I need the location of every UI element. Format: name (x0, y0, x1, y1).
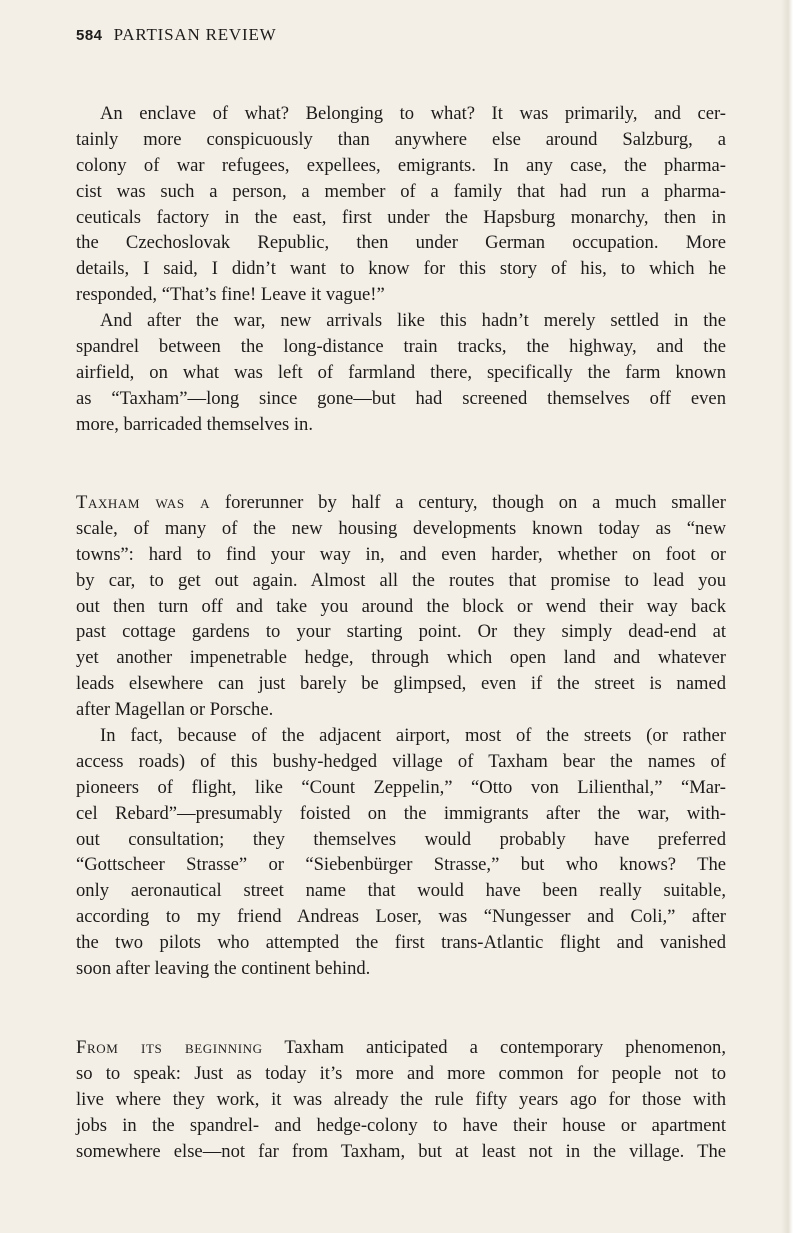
text-line: the two pilots who attempted the first trans-Atlantic flight and vanished (76, 932, 726, 954)
text-line: details, I said, I didn’t want to know for this story of his, to which he (76, 258, 726, 280)
text-line: access roads) of this bushy-hedged village of Taxham bear the names of (76, 750, 726, 772)
section-lead-in: From its beginning (76, 1037, 263, 1058)
text-line: out then turn off and take you around the block or wend their way back (76, 595, 726, 617)
text-line: past cottage gardens to your starting point. Or they simply dead-end at (76, 621, 726, 643)
text-line: towns”: hard to find your way in, and even harder, whether on foot or (76, 543, 726, 565)
text-line: somewhere else—not far from Taxham, but at least not in the village. The (76, 1140, 726, 1162)
text-line: An enclave of what? Belonging to what? It was primarily, and cer- (100, 103, 726, 124)
text-line: the Czechoslovak Republic, then under German occupation. More (76, 232, 726, 254)
text-line-rest: Taxham anticipated a contemporary phenomenon, (262, 1037, 726, 1058)
paragraph (76, 308, 726, 437)
text-line: more, barricaded themselves in. (76, 413, 313, 435)
journal-title: PARTISAN REVIEW (113, 25, 277, 44)
section-3 (76, 1035, 726, 1164)
text-line-rest: forerunner by half a century, though on a much smaller (210, 492, 726, 513)
text-line: so to speak: Just as today it’s more and more common for people not to (76, 1062, 726, 1084)
section-lead-in: Taxham was a (76, 492, 211, 513)
text-line: by car, to get out again. Almost all the routes that promise to lead you (76, 569, 726, 591)
text-line: “Gottscheer Strasse” or “Siebenbürger Strasse,” but who knows? The (76, 854, 726, 876)
text-line: airfield, on what was left of farmland there, specifically the farm known (76, 361, 726, 383)
text-line: soon after leaving the continent behind. (76, 958, 371, 980)
paragraph (76, 723, 726, 982)
text-line: And after the war, new arrivals like this hadn’t merely settled in the (100, 310, 726, 332)
text-line: ceuticals factory in the east, first under the Hapsburg monarchy, then in (76, 206, 726, 228)
running-head (76, 25, 276, 45)
text-line: out consultation; they themselves would probably have preferred (76, 828, 726, 850)
text-line: scale, of many of the new housing developments known today as “new (76, 517, 726, 539)
text-line: cel Rebard”—presumably foisted on the immigrants after the war, with- (76, 802, 726, 824)
text-line: yet another impenetrable hedge, through which open land and whatever (76, 647, 726, 669)
text-line: jobs in the spandrel- and hedge-colony to have their house or apartment (76, 1114, 726, 1136)
paragraph (76, 490, 726, 723)
paragraph (76, 1035, 726, 1164)
text-line: colony of war refugees, expellees, emigrants. In any case, the pharma- (76, 154, 726, 176)
text-line: only aeronautical street name that would have been really suitable, (76, 880, 726, 902)
text-line: tainly more conspicuously than anywhere else around Salzburg, a (76, 128, 726, 150)
text-line: according to my friend Andreas Loser, was “Nungesser and Coli,” after (76, 906, 726, 928)
section-2 (76, 490, 726, 982)
text-line: as “Taxham”—long since gone—but had screened themselves off even (76, 387, 726, 409)
page-edge (781, 0, 793, 1233)
text-line: pioneers of flight, like “Count Zeppelin,” “Otto von Lilienthal,” “Mar- (76, 776, 726, 798)
text-line: live where they work, it was already the rule fifty years ago for those with (76, 1088, 726, 1110)
section-1 (76, 101, 726, 438)
text-line: leads elsewhere can just barely be glimpsed, even if the street is named (76, 673, 726, 695)
text-line: In fact, because of the adjacent airport, most of the streets (or rather (100, 725, 726, 747)
text-line: spandrel between the long-distance train tracks, the highway, and the (76, 336, 726, 358)
paragraph (76, 101, 726, 308)
text-line: after Magellan or Porsche. (76, 699, 274, 721)
text-line (76, 1035, 726, 1061)
text-line (76, 490, 726, 516)
text-line: cist was such a person, a member of a family that had run a pharma- (76, 180, 726, 202)
text-line: responded, “That’s fine! Leave it vague!” (76, 284, 385, 306)
page-number: 584 (76, 27, 103, 44)
